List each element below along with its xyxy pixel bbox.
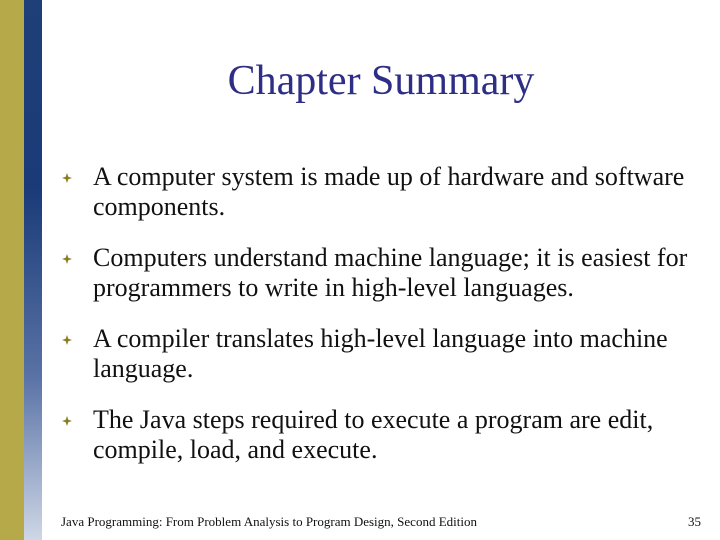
bullet-icon bbox=[62, 254, 72, 264]
bullet-icon bbox=[62, 335, 72, 345]
bullet-item bbox=[62, 324, 712, 384]
bullet-item bbox=[62, 405, 712, 465]
bullet-text: A compiler translates high-level language into machine language. bbox=[93, 324, 668, 383]
footer-text: Java Programming: From Problem Analysis to Program Design, Second Edition bbox=[61, 514, 477, 529]
bullet-item bbox=[62, 162, 712, 222]
slide-title: Chapter Summary bbox=[227, 58, 535, 104]
bullet-icon bbox=[62, 173, 72, 183]
decorative-left-band-olive bbox=[0, 0, 24, 540]
decorative-left-band-navy bbox=[24, 0, 42, 540]
page-number: 35 bbox=[688, 514, 701, 529]
bullet-icon bbox=[62, 416, 72, 426]
bullet-list bbox=[62, 162, 712, 465]
bullet-text: A computer system is made up of hardware and software components. bbox=[93, 162, 685, 221]
bullet-item bbox=[62, 243, 712, 303]
bullet-text: The Java steps required to execute a program are edit, compile, load, and execute. bbox=[93, 405, 654, 464]
bullet-text: Computers understand machine language; it is easiest for programmers to write in high-level languages. bbox=[93, 243, 688, 302]
